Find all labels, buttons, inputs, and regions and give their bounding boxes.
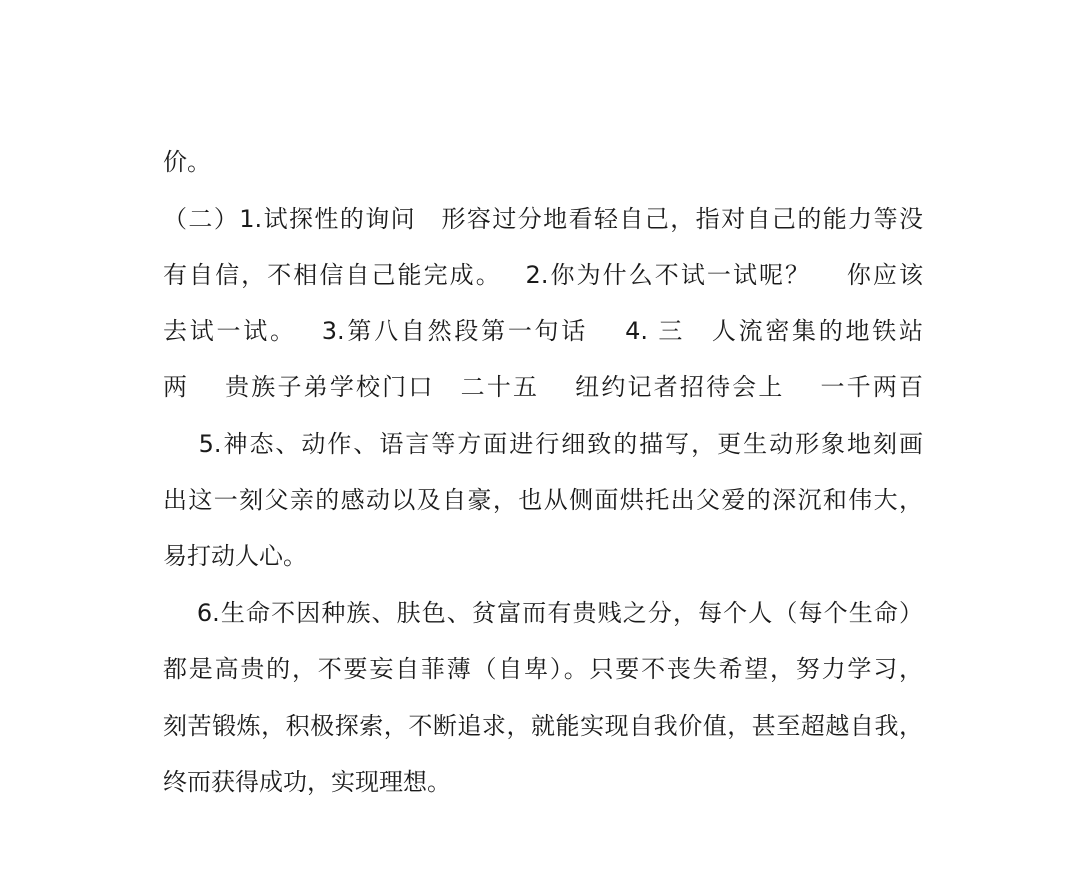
text-line-continuation: 价。 <box>163 148 211 176</box>
text-line-q5-middle: 出这一刻父亲的感动以及自豪，也从侧面烘托出父爱的深沉和伟大， <box>163 486 923 514</box>
text-line-q4-answers: 两 贵族子弟学校门口 二十五 纽约记者招待会上 一千两百 <box>163 373 923 401</box>
text-line-q6-end: 终而获得成功，实现理想。 <box>163 768 451 796</box>
text-line-q6-line3: 刻苦锻炼，积极探索，不断追求，就能实现自我价值，甚至超越自我， <box>163 712 923 740</box>
text-line-q3-q4: 去试一试。 3.第八自然段第一句话 4. 三 人流密集的地铁站 <box>163 317 923 345</box>
text-line-q5-start: 5.神态、动作、语言等方面进行细致的描写，更生动形象地刻画 <box>163 430 923 458</box>
text-line-q6-start: 6.生命不因种族、肤色、贫富而有贵贱之分，每个人（每个生命） <box>163 599 923 627</box>
text-line-q6-line2: 都是高贵的，不要妄自菲薄（自卑）。只要不丧失希望，努力学习， <box>163 655 923 683</box>
text-line-q5-end: 易打动人心。 <box>163 542 307 570</box>
text-line-section-two-q1: （二）1.试探性的询问 形容过分地看轻自己，指对自己的能力等没 <box>163 205 923 233</box>
text-line-q1-q2: 有自信，不相信自己能完成。 2.你为什么不试一试呢？ 你应该 <box>163 261 923 289</box>
